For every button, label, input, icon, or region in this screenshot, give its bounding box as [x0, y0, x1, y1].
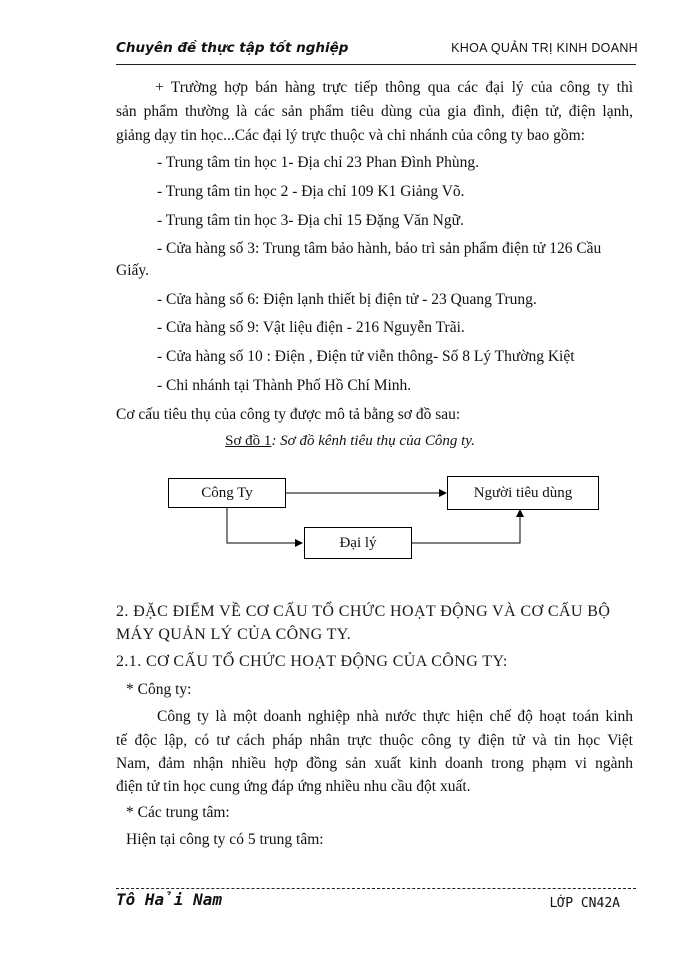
diagram-label: Sơ đồ 1: [225, 433, 272, 449]
intro-line-3: giảng dạy tin học...Các đại lý trực thuộc và chi nhánh của công ty bao gồm:: [116, 127, 585, 144]
list-item: - Cửa hàng số 6: Điện lạnh thiết bị điện tử - 23 Quang Trung.: [157, 291, 537, 308]
agent-box-label: Đại lý: [339, 534, 377, 551]
footer-rule: [116, 888, 636, 889]
company-para-line-2: tế độc lập, có tư cách pháp nhân trực thuộc công ty điện tử và tin học Việt: [116, 732, 633, 749]
list-item: - Trung tâm tin học 1- Địa chỉ 23 Phan Đình Phùng.: [157, 154, 480, 171]
centers-line: Hiện tại công ty có 5 trung tâm:: [126, 831, 324, 848]
diagram-title: : Sơ đồ kênh tiêu thụ của Công ty.: [271, 433, 475, 449]
arrow-agent-to-consumer: [412, 510, 520, 543]
intro-line-1: + Trường hợp bán hàng trực tiếp thông qua các đại lý của công ty thì: [155, 79, 633, 96]
header-title: Chuyên đề thực tập tốt nghiệp: [116, 40, 349, 56]
company-para-line-4: điện tử tin học cung ứng đáp ứng nhiều nhu cầu đột xuất.: [116, 778, 471, 795]
footer-class: LỚP CN42A: [549, 896, 620, 911]
agent-box: [304, 527, 412, 559]
list-item-continuation: Giấy.: [116, 262, 149, 279]
section-heading-line-2: MÁY QUẢN LÝ CỦA CÔNG TY.: [116, 626, 352, 643]
subsection-heading: 2.1. CƠ CẤU TỔ CHỨC HOẠT ĐỘNG CỦA CÔNG TY:: [116, 653, 508, 670]
intro-line-2: sản phẩm thường là các sản phẩm tiêu dùng của gia đình, điện tử, điện lạnh,: [116, 103, 633, 120]
company-heading: * Công ty:: [126, 681, 192, 698]
diagram-intro: Cơ cấu tiêu thụ của công ty được mô tả bằng sơ đồ sau:: [116, 406, 461, 423]
arrow-company-to-agent: [227, 508, 302, 543]
list-item: - Cửa hàng số 10 : Điện , Điện tử viễn thông- Số 8 Lý Thường Kiệt: [157, 348, 575, 365]
consumer-box: [447, 476, 599, 510]
company-para-line-1: Công ty là một doanh nghiệp nhà nước thực hiện chế độ hoạt toán kinh: [157, 708, 633, 725]
company-box-label: Công Ty: [201, 484, 253, 501]
section-heading-line-1: 2. ĐẶC ĐIỂM VỀ CƠ CẤU TỔ CHỨC HOẠT ĐỘNG VÀ CƠ CẤU BỘ: [116, 603, 611, 620]
list-item: - Cửa hàng số 3: Trung tâm bảo hành, bảo trì sản phẩm điện tử 126 Cầu: [157, 240, 602, 257]
list-item: - Trung tâm tin học 3- Địa chỉ 15 Đặng Văn Ngữ.: [157, 212, 464, 229]
footer-author: Tô Hải Nam: [116, 890, 222, 909]
list-item: - Chi nhánh tại Thành Phố Hồ Chí Minh.: [157, 377, 412, 394]
header-department: KHOA QUẢN TRỊ KINH DOANH: [451, 41, 638, 55]
centers-heading: * Các trung tâm:: [126, 804, 230, 821]
list-item: - Trung tâm tin học 2 - Địa chỉ 109 K1 Giảng Võ.: [157, 183, 465, 200]
list-item: - Cửa hàng số 9: Vật liệu điện - 216 Nguyễn Trãi.: [157, 319, 465, 336]
company-box: [168, 478, 286, 508]
company-para-line-3: Nam, đảm nhận nhiều hợp đồng sản xuất kinh doanh trong phạm vi ngành: [116, 755, 633, 772]
consumer-box-label: Người tiêu dùng: [473, 484, 573, 501]
